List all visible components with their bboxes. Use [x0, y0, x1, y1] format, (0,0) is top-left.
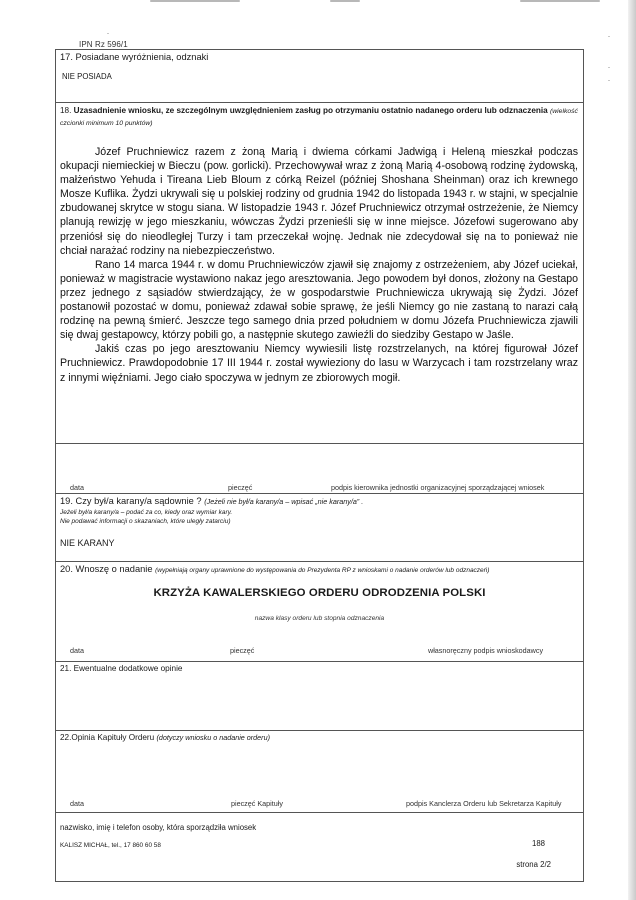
scan-edge-marks — [0, 0, 636, 4]
justification-paragraph: Rano 14 marca 1944 r. w domu Pruchniewiczów zjawił się znajomy z ostrzeżeniem, aby Józef uciekał, ponieważ w magistracie wystawiono nakaz jego aresztowania. Jego powodem był donos, złożony na Gestapo przez jednego z sąsiadów stwierdzający, że w gospodarstwie Pruchniewicza ukrywają się Żydzi. Józef postanowił pozostać w domu, ponieważ zdawał sobie sprawę, że jeśli Niemcy go nie zastaną to narazi całą rodzinę na pewną śmierć. Jeszcze tego samego dnia przed południem w domu Józefa Pruchniewicza zjawili się dwaj gestapowcy, którzy pobili go, a następnie skutego zawieźli do siedziby Gestapo w Jaśle. — [60, 258, 578, 342]
scan-right-shadow — [628, 0, 636, 900]
section-20-request — [56, 562, 583, 662]
section-22-note: (dotyczy wniosku o nadanie orderu) — [156, 733, 270, 742]
section-19-convictions — [56, 494, 583, 562]
section-18-number: 18. — [60, 106, 72, 115]
page-of-label: strona 2/2 — [516, 860, 551, 869]
section-17-value: NIE POSIADA — [62, 72, 112, 81]
section-22-label — [56, 731, 583, 744]
date-caption: data — [70, 646, 84, 655]
section-21-label: 21. Ewentualne dodatkowe opinie — [60, 664, 183, 673]
section-22-chapter-opinion — [56, 731, 583, 813]
section-21-opinions — [56, 662, 583, 731]
order-name: KRZYŻA KAWALERSKIEGO ORDERU ODRODZENIA POLSKI — [153, 587, 486, 599]
section-20-title: 20. Wnoszę o nadanie — [60, 564, 153, 574]
date-caption: data — [70, 483, 84, 492]
section-19-title: 19. Czy był/a karany/a sądownie ? — [60, 496, 202, 506]
section-20-note: (wypełniają organy uprawnione do występowania do Prezydenta RP z wnioskami o nadanie orderów lub odznaczeń) — [155, 567, 490, 574]
contact-value: KALISZ MICHAŁ, tel., 17 860 60 58 — [60, 842, 161, 849]
scan-speck — [107, 33, 109, 34]
section-18-title: Uzasadnienie wniosku, ze szczególnym uwzględnieniem zasług po otrzymaniu ostatnio nadanego orderu lub odznaczenia — [73, 106, 548, 115]
section-18-signatures — [56, 444, 583, 494]
section-17-label: 17. Posiadane wyróżnienia, odznaki — [60, 52, 209, 62]
section-19-note: (Jeżeli nie był/a karany/a – wpisać „nie karany/a” . — [204, 497, 364, 506]
stamp-caption: pieczęć — [230, 646, 255, 655]
section-22-title: 22.Opinia Kapituły Orderu — [60, 733, 155, 742]
section-18-label — [56, 103, 583, 129]
signature-caption: podpis kierownika jednostki organizacyjnej sporządzającej wniosek — [331, 483, 545, 492]
section-18-note: (wielkość czcionki minimum 10 punktów) — [60, 108, 578, 127]
preparer-contact — [56, 813, 583, 881]
archive-signature: IPN Rz 596/1 — [79, 40, 128, 49]
section-19-note: Jeżeli był/a karany/a – podać za co, kiedy oraz wymiar kary. — [60, 509, 233, 516]
scan-speck — [608, 80, 610, 81]
stamp-caption: pieczęć Kapituły — [231, 799, 283, 808]
justification-paragraph: Jakiś czas po jego aresztowaniu Niemcy wywiesili listę rozstrzelanych, na której figurował Józef Pruchniewicz. Prawdopodobnie 17 III 1944 r. został wywieziony do lasu w Warzycach i tam rozstrzelany wraz z innymi więźniami. Jego ciało spoczywa w jednym ze zbiorowych mogił. — [60, 343, 578, 384]
justification-text — [60, 145, 578, 385]
signature-row — [56, 798, 583, 808]
section-18-justification — [56, 103, 583, 444]
section-19-label — [56, 494, 583, 508]
page-number: 188 — [532, 839, 546, 848]
justification-paragraph: Józef Pruchniewicz razem z żoną Marią i dwiema córkami Jadwigą i Heleną mieszkał podczas okupacji niemieckiej w Bieczu (pow. gorlicki). Przechowywał wraz z żoną Marią 4-osobową rodzinę żydowską, małżeństwo Yehuda i Tireana Lieb Bloum z córką Reizel (później Shoshana Sheinman) oraz ich krewnego Mosze Kuflika. Żydzi ukrywali się u polskiej rodziny od grudnia 1942 do listopada 1943 r. w stajni, w specjalnie zbudowanej skrytce w stogu siana. W listopadzie 1943 r. Józef Pruchniewicz otrzymał ostrzeżenie, że Niemcy planują rewizję w jego mieszkaniu, wówczas Żydzi przenieśli się w inne miejsce. Józefowi sugerowano aby przeniósł się do nieodległej Turzy i tam przeczekał wojnę. Jednak nie zdecydował się na to ponieważ nie chciał narażać rodziny na niebezpieczeństwo. — [60, 146, 578, 257]
section-19-value: NIE KARANY — [60, 538, 115, 548]
section-20-label — [56, 562, 583, 577]
section-17-distinctions — [56, 50, 583, 103]
section-19-note: Nie podawać informacji o skazaniach, które uległy zatarciu) — [60, 518, 231, 525]
scan-speck — [608, 36, 610, 37]
signature-row — [56, 482, 583, 492]
application-form — [55, 49, 584, 882]
signature-row — [56, 645, 583, 655]
date-caption: data — [70, 799, 84, 808]
scan-speck — [608, 67, 610, 68]
signature-caption: podpis Kanclerza Orderu lub Sekretarza Kapituły — [406, 799, 562, 808]
stamp-caption: pieczęć — [228, 483, 253, 492]
order-caption: nazwa klasy orderu lub stopnia odznaczenia — [254, 615, 385, 622]
contact-label: nazwisko, imię i telefon osoby, która sporządziła wniosek — [60, 823, 257, 832]
signature-caption: własnoręczny podpis wnioskodawcy — [428, 646, 544, 655]
